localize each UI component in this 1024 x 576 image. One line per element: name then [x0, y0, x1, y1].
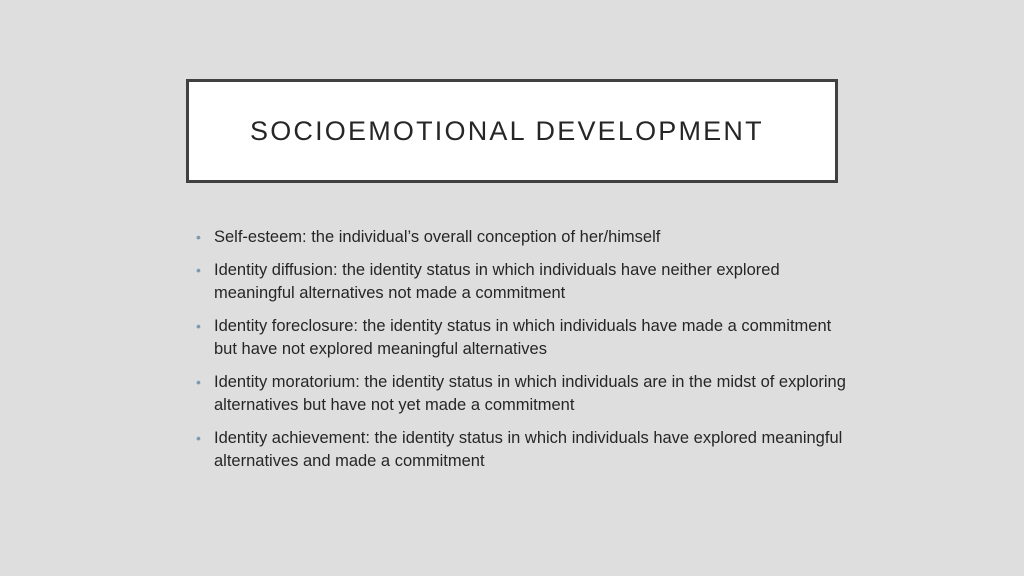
slide-title: SOCIOEMOTIONAL DEVELOPMENT	[250, 115, 764, 146]
bullet-item	[196, 315, 846, 361]
bullet-text: Self-esteem: the individual’s overall conception of her/himself	[214, 228, 661, 246]
bullet-item	[196, 427, 846, 473]
bullet-text: Identity achievement: the identity status in which individuals have explored meaningful alternatives and made a commitment	[214, 429, 843, 470]
bullet-item	[196, 371, 846, 417]
bullet-item	[196, 259, 846, 305]
bullet-icon: •	[196, 262, 201, 278]
bullet-text: Identity foreclosure: the identity status in which individuals have made a commitment but have not explored meaningful alternatives	[214, 317, 832, 358]
bullet-item	[196, 226, 846, 249]
bullet-list	[196, 226, 846, 483]
title-box	[186, 79, 838, 183]
bullet-text: Identity moratorium: the identity status in which individuals are in the midst of exploring alternatives but have not yet made a commitment	[214, 373, 846, 414]
bullet-text: Identity diffusion: the identity status in which individuals have neither explored meaningful alternatives not made a commitment	[214, 261, 780, 302]
bullet-icon: •	[196, 318, 201, 334]
bullet-icon: •	[196, 430, 201, 446]
bullet-icon: •	[196, 374, 201, 390]
bullet-icon: •	[196, 229, 201, 245]
